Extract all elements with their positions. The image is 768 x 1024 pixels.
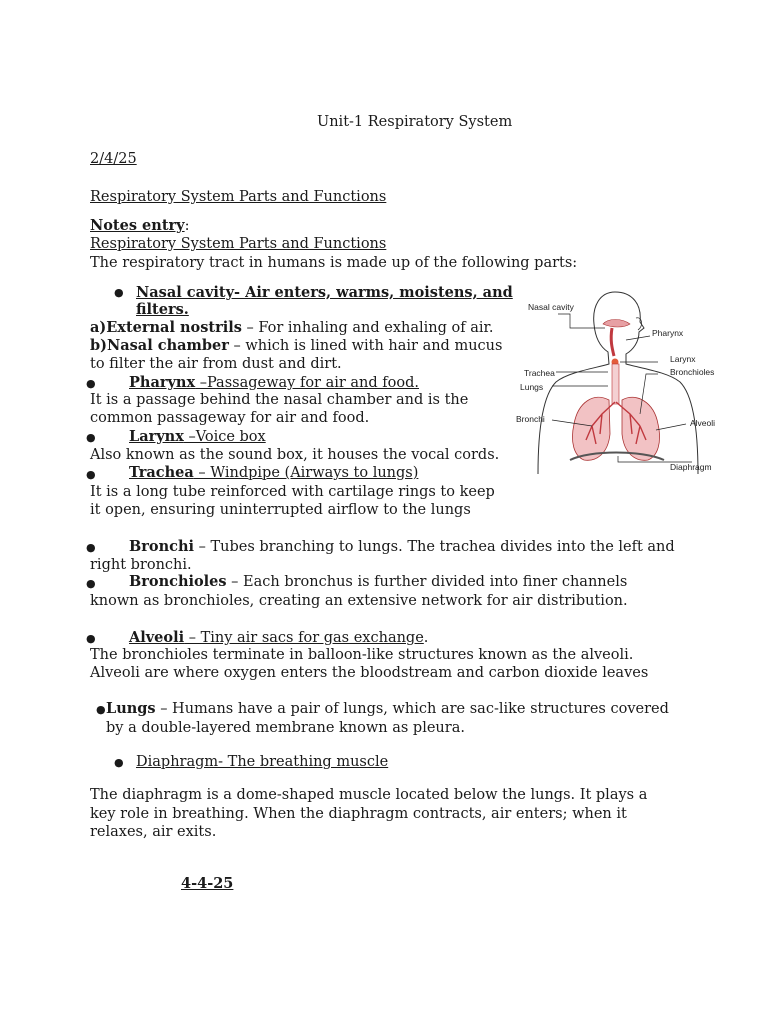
section-heading-2: Respiratory System Parts and Functions [90,236,387,252]
nasal-chamber-text: – which is lined with hair and mucus [228,338,503,354]
label-larynx: Larynx [670,354,696,364]
section-heading-1: Respiratory System Parts and Functions [90,189,387,205]
nasal-cavity-title-2: filters. [136,301,189,318]
alveoli-label: Alveoli [129,629,185,646]
bullet-trachea: ● [86,468,96,481]
label-pharynx: Pharynx [652,328,684,338]
larynx-heading [129,428,266,446]
date-entry-2: 4-4-25 [181,875,234,892]
larynx-line-1: Also known as the sound box, it houses the vocal cords. [90,447,500,463]
alveoli-line-1: The bronchioles terminate in balloon-like structures known as the alveoli. [90,647,634,663]
trachea-desc: – Windpipe (Airways to lungs) [193,465,419,481]
bronchi-label: Bronchi [129,538,194,555]
intro-text: The respiratory tract in humans is made up of the following parts: [90,255,578,271]
label-bronchi: Bronchi [516,414,545,424]
notes-entry-text: Notes entry [90,217,185,234]
alveoli-heading-underlined [129,630,424,646]
nasal-cavity-title: Nasal cavity- Air enters, warms, moistens, and [136,284,513,301]
page-title: Unit-1 Respiratory System [317,114,513,130]
bullet-bronchioles: ● [86,577,96,590]
bronchi-line [129,538,675,556]
external-nostrils-text: – For inhaling and exhaling of air. [241,320,494,336]
nasal-chamber-line-2: to filter the air from dust and dirt. [90,356,342,372]
external-nostrils-label: a)External nostrils [90,319,242,336]
pharynx-line-1: It is a passage behind the nasal chamber and is the [90,392,469,408]
larynx-desc: –Voice box [183,429,266,445]
lungs-line-2: by a double-layered membrane known as pleura. [106,720,465,736]
alveoli-period: . [423,630,429,646]
bullet-lungs: ● [96,703,106,716]
bullet-larynx: ● [86,431,96,444]
pharynx-desc: –Passageway for air and food. [195,375,420,391]
bullet-bronchi: ● [86,541,96,554]
pharynx-heading [129,374,419,392]
bullet-pharynx: ● [86,377,96,390]
trachea-label: Trachea [129,464,194,481]
label-diaphragm: Diaphragm [670,462,712,472]
diaphragm-line-3: relaxes, air exits. [90,824,217,840]
alveoli-desc: – Tiny air sacs for gas exchange [184,630,424,646]
alveoli-heading [129,629,428,647]
pharynx-line-2: common passageway for air and food. [90,410,370,426]
alveoli-line-2: Alveoli are where oxygen enters the bloodstream and carbon dioxide leaves [90,665,649,681]
notes-entry-label [90,217,189,235]
lungs-label: Lungs [106,700,156,717]
bullet-nasal: ● [114,286,124,299]
trachea-line-2: it open, ensuring uninterrupted airflow to the lungs [90,502,471,518]
trachea-heading [129,464,418,482]
notes-entry-colon: : [184,218,190,234]
pharynx-label: Pharynx [129,374,196,391]
lungs-line [106,700,669,718]
label-alveoli: Alveoli [690,418,716,428]
bronchi-text: – Tubes branching to lungs. The trachea divides into the left and [194,539,675,555]
label-trachea: Trachea [524,368,555,378]
diaphragm-line-1: The diaphragm is a dome-shaped muscle located below the lungs. It plays a [90,787,648,803]
date-entry-1 [90,150,137,168]
bronchioles-text: – Each bronchus is further divided into finer channels [226,574,628,590]
nasal-chamber-label: b)Nasal chamber [90,337,229,354]
label-nasal-cavity: Nasal cavity [528,302,574,312]
bronchioles-label: Bronchioles [129,573,227,590]
label-lungs: Lungs [520,382,544,392]
bullet-alveoli: ● [86,632,96,645]
bullet-diaphragm: ● [114,756,124,769]
lungs-text: – Humans have a pair of lungs, which are sac-like structures covered [155,701,669,717]
bronchi-line-2: right bronchi. [90,557,192,573]
nasal-chamber-line [90,337,502,355]
diaphragm-line-2: key role in breathing. When the diaphragm contracts, air enters; when it [90,806,627,822]
bronchioles-line-2: known as bronchioles, creating an extensive network for air distribution. [90,593,628,609]
respiratory-system-diagram [508,284,730,476]
trachea-mark [612,364,619,404]
trachea-line-1: It is a long tube reinforced with cartilage rings to keep [90,484,495,500]
diaphragm-heading: Diaphragm- The breathing muscle [136,754,389,770]
larynx-label: Larynx [129,428,184,445]
date-text-1: 2/4/25 [90,151,137,167]
external-nostrils-line [90,319,493,337]
bronchioles-line [129,573,627,591]
label-bronchioles: Bronchioles [670,367,715,377]
